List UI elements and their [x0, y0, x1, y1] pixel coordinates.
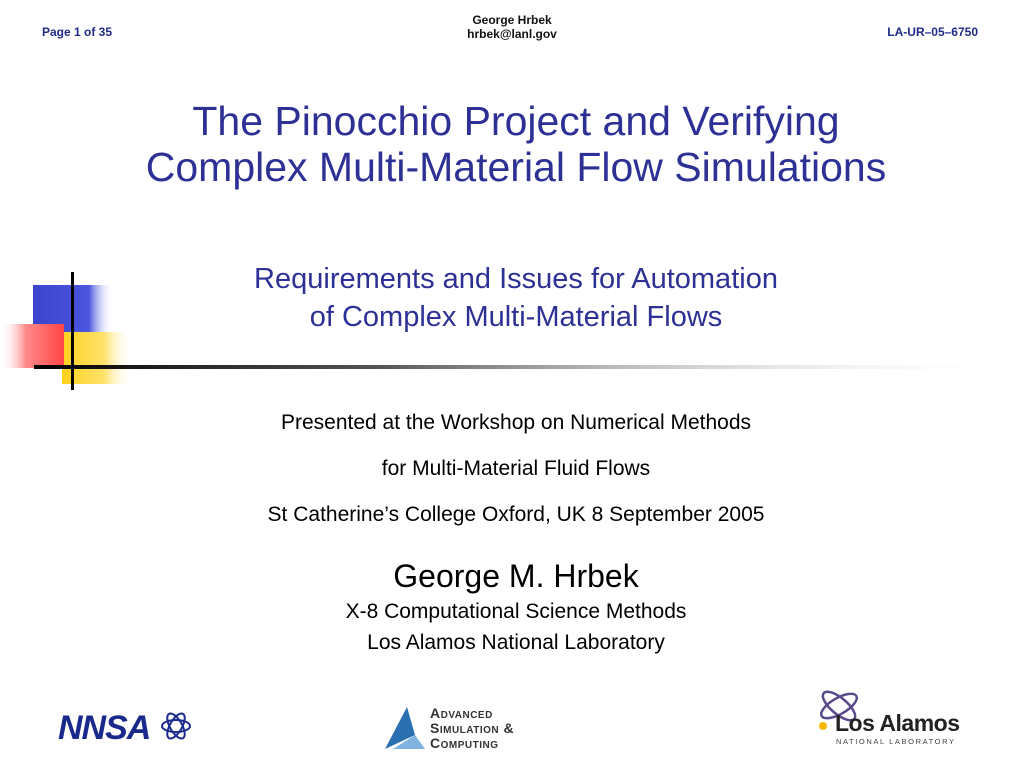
presentation-info — [180, 400, 852, 538]
asc-line3: Computing — [430, 735, 499, 751]
page-counter: Page 1 of 35 — [42, 25, 113, 39]
lanl-name: Los Alamos — [835, 710, 960, 736]
presentation-line3: St Catherine’s College Oxford, UK 8 September 2005 — [267, 503, 765, 526]
presentation-line1: Presented at the Workshop on Numerical Methods — [280, 411, 752, 434]
atom-icon — [162, 711, 190, 741]
header-author — [0, 13, 1024, 41]
slide-title-line1: The Pinocchio Project and Verifying — [192, 98, 840, 144]
nnsa-logo — [56, 706, 196, 746]
asc-line1: Advanced — [430, 705, 493, 721]
lanl-subtitle: NATIONAL LABORATORY — [836, 737, 956, 746]
author-group: X-8 Computational Science Methods — [345, 600, 687, 623]
slide-title — [60, 98, 972, 190]
header-author-email: hrbek@lanl.gov — [467, 27, 557, 41]
deco-horizontal-line — [34, 365, 1024, 369]
header-author-name: George Hrbek — [472, 13, 552, 27]
deco-vertical-line — [71, 272, 74, 390]
deco-red-square — [0, 324, 64, 368]
slide-title-line2: Complex Multi-Material Flow Simulations — [145, 144, 887, 190]
author-block — [240, 556, 792, 658]
author-lab: Los Alamos National Laboratory — [367, 631, 665, 654]
slide-subtitle — [150, 260, 882, 336]
asc-line2: Simulation & — [430, 720, 515, 736]
slide-subtitle-line1: Requirements and Issues for Automation — [254, 263, 778, 295]
author-name: George M. Hrbek — [393, 558, 639, 594]
asc-logo-text — [430, 706, 514, 751]
report-id: LA-UR–05–6750 — [887, 25, 978, 39]
presentation-line2: for Multi-Material Fluid Flows — [381, 457, 651, 480]
nnsa-logo-text: NNSA — [58, 709, 151, 746]
slide-subtitle-line2: of Complex Multi-Material Flows — [309, 301, 723, 333]
